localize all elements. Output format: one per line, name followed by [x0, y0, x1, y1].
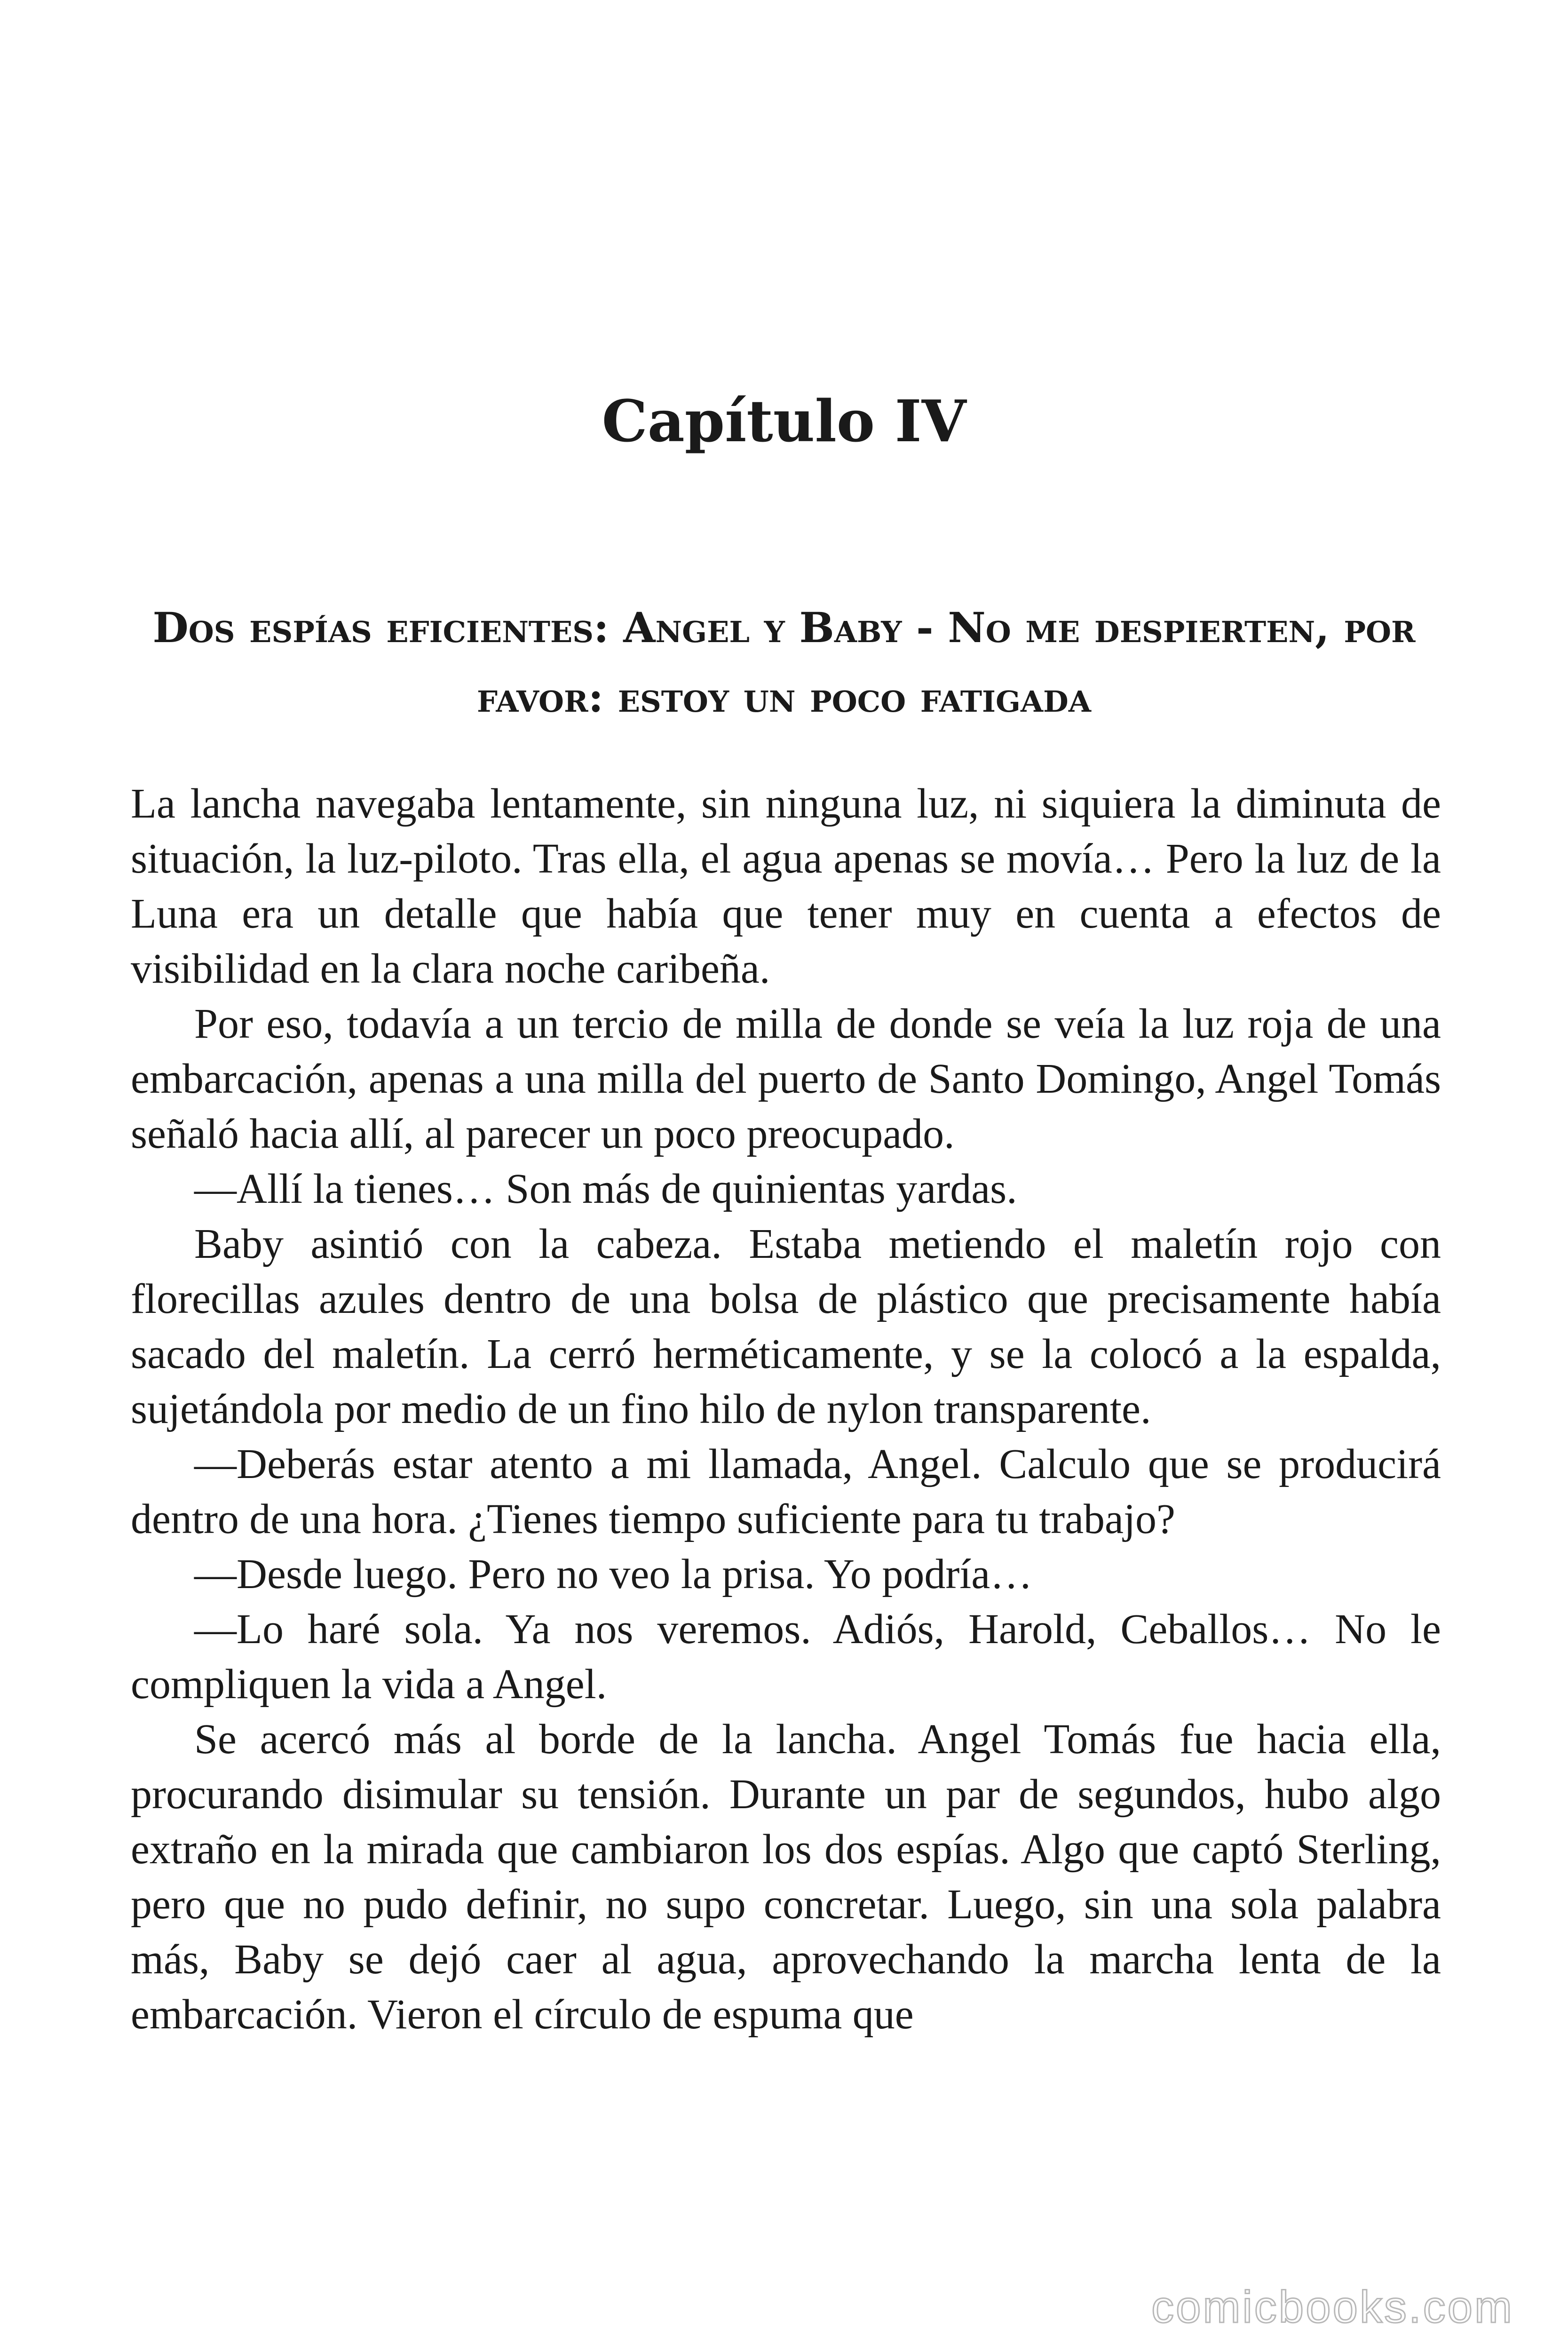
paragraph: —Desde luego. Pero no veo la prisa. Yo podría… — [194, 1551, 1033, 1597]
section-title: Dos espías eficientes: Angel y Baby - No me despierten, por favor: estoy un poco fatigada — [152, 603, 1416, 722]
chapter-title: Capítulo IV — [602, 387, 966, 455]
paragraph: La lancha navegaba lentamente, sin ninguna luz, ni siquiera la diminuta de situación, la luz-piloto. Tras ella, el agua apenas se movía… Pero la luz de la Luna era un detalle que había que tener muy en cuenta a efectos de visibilidad en la clara noche caribeña. — [131, 780, 1441, 992]
paragraph: Baby asintió con la cabeza. Estaba metiendo el maletín rojo con florecillas azules dentro de una bolsa de plástico que precisamente había sacado del maletín. La cerró herméticamente, y se la colocó a la espalda, sujetándola por medio de un fino hilo de nylon transparente. — [131, 1221, 1441, 1432]
paragraph: —Deberás estar atento a mi llamada, Angel. Calculo que se producirá dentro de una hora. ¿Tienes tiempo suficiente para tu trabajo? — [131, 1441, 1441, 1542]
paragraph: Por eso, todavía a un tercio de milla de donde se veía la luz roja de una embarcación, apenas a una milla del puerto de Santo Domingo, Angel Tomás señaló hacia allí, al parecer un poco preocupado. — [131, 1001, 1441, 1157]
paragraph: —Allí la tienes… Son más de quinientas yardas. — [194, 1166, 1017, 1212]
paragraph: —Lo haré sola. Ya nos veremos. Adiós, Harold, Ceballos… No le compliquen la vida a Angel. — [131, 1606, 1441, 1708]
watermark: comicbooks.com — [1151, 2282, 1514, 2332]
body-text — [131, 776, 1441, 2042]
paragraph: Se acercó más al borde de la lancha. Angel Tomás fue hacia ella, procurando disimular su tensión. Durante un par de segundos, hubo algo extraño en la mirada que cambiaron los dos espías. Algo que captó Sterling, pero que no pudo definir, no supo concretar. Luego, sin una sola palabra más, Baby se dejó caer al agua, aprovechando la marcha lenta de la embarcación. Vieron el círculo de espuma que — [131, 1716, 1441, 2038]
